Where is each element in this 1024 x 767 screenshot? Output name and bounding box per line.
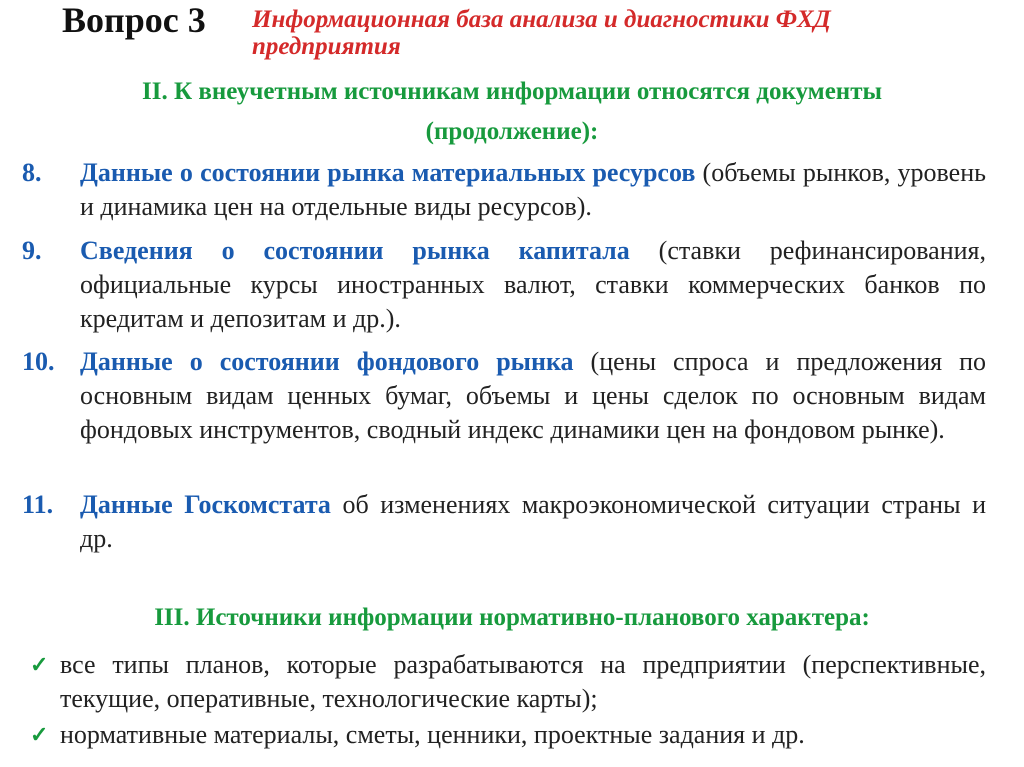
checkmark-icon: ✓: [30, 722, 49, 747]
checkmark-icon: ✓: [30, 652, 49, 677]
list-item: [80, 156, 986, 224]
item-number: 9.: [22, 236, 42, 265]
list-item: [80, 345, 986, 447]
question-label: Вопрос 3: [62, 0, 206, 40]
item-highlight: Данные Госкомстата: [80, 490, 331, 519]
bullet-item: все типы планов, которые разрабатываются на предприятии (перспективные, текущие, оперативные, технологические карты);: [60, 650, 986, 713]
list-item: [80, 488, 986, 556]
item-description: (цены спроса и предложения по основным видам ценных бумаг, объемы и цены сделок по основным видам фондовых инструментов, сводный индекс динамики цен на фондовом рынке).: [80, 347, 986, 444]
item-number: 10.: [22, 347, 55, 376]
section-3-heading: III. Источники информации нормативно-планового характера:: [154, 604, 870, 631]
item-highlight: Данные о состоянии рынка материальных ресурсов: [80, 158, 696, 187]
item-number: 8.: [22, 158, 42, 187]
question-title: Информационная база анализа и диагностики ФХД предприятия: [252, 6, 831, 60]
item-number: 11.: [22, 490, 54, 519]
section-2-heading: II. К внеучетным источникам информации относятся документы: [142, 78, 882, 105]
item-description: (ставки рефинансирования, официальные курсы иностранных валют, ставки коммерческих банков по кредитам и депозитам и др.).: [80, 236, 986, 333]
bullet-item: нормативные материалы, сметы, ценники, проектные задания и др.: [60, 720, 805, 749]
item-description: (объемы рынков, уровень и динамика цен на отдельные виды ресурсов).: [80, 158, 986, 221]
item-description: об изменениях макроэкономической ситуации страны и др.: [80, 490, 986, 553]
item-highlight: Данные о состоянии фондового рынка: [80, 347, 574, 376]
item-highlight: Сведения о состоянии рынка капитала: [80, 236, 630, 265]
list-item: [80, 234, 986, 336]
section-2-heading-cont: (продолжение):: [425, 118, 599, 145]
